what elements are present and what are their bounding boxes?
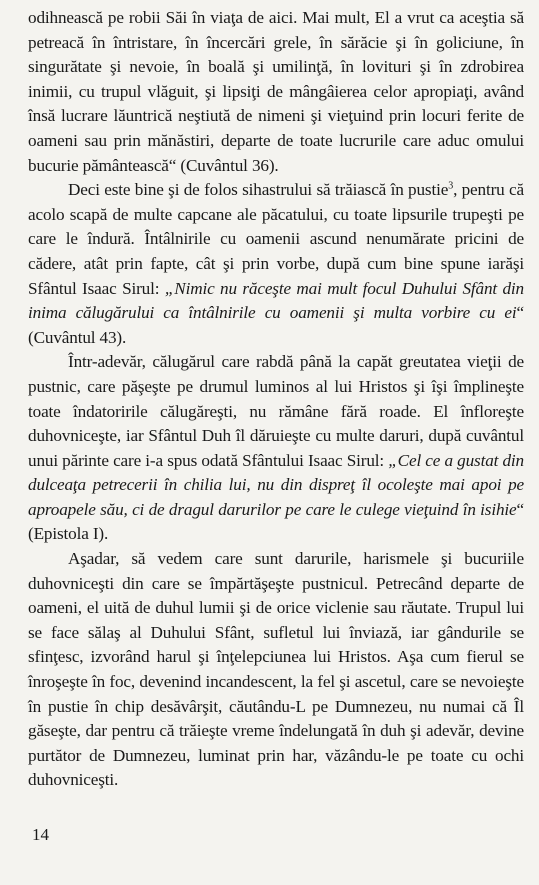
page-body (28, 6, 524, 793)
text-segment: odihnească pe robii Săi în viaţa de aici. Mai mult, El a vrut ca aceştia să petreacă în întristare, în încercări grele, în sărăcie şi în goliciune, în singurătate şi nevoie, în boală şi umilinţă, în lovituri şi în zdrobirea inimii, cu trupul vlăguit, şi lipsiţi de mângâierea celor apropiaţi, având însă lucrare lăuntrică neştiută de nimeni şi vieţuind prin locuri ferite de oameni sau prin mănăstiri, departe de toate lucrurile care aduc omului bucurie pământească“ (Cuvântul 36). (28, 8, 524, 175)
quote-italic: „Nimic nu răceşte mai mult focul Duhului Sfânt din inima călugărului ca întâlnirile cu oamenii şi multa vorbire cu ei (28, 278, 525, 323)
citation: “ (Cuvântul 43). (28, 303, 524, 347)
paragraph-1 (28, 6, 524, 178)
footnote-marker: 3 (448, 180, 454, 192)
text-segment: Aşadar, să vedem care sunt darurile, harismele şi bucuriile duhovniceşti din care se împărtăşeşte pustnicul. Petrecând departe de oameni, el uită de duhul lumii şi de orice viclenie sau răutate. Trupul lui se face sălaş al Duhului Sfânt, sufletul lui înviază, iar gândurile se sfinţesc, izvorând harul şi înţelepciunea lui Hristos. Aşa cum fierul se înroşeşte în foc, devenind incandescent, la fel şi ascetul, care se nevoieşte în pustie în chip desăvârşit, căutându-L pe Dumnezeu, nu numai că Îl găseşte, dar pentru că trăieşte vreme îndelungată în duh şi adevăr, devine purtător de Dumnezeu, luminat prin har, văzându-le pe toate cu ochi duhovniceşti. (28, 549, 524, 790)
citation: “ (Epistola I). (28, 499, 524, 544)
text-segment: , pentru că acolo scapă de multe capcane ale păcatului, cu toate lipsurile trupeşti pe care le îndură. Întâlnirile cu oamenii ascund nenumărate pricini de cădere, atât prin fapte, cât şi prin vorbe, după cum bine spune iarăşi Sfântul Isaac Sirul: (28, 180, 524, 298)
text-segment: Într-adevăr, călugărul care rabdă până la capăt greutatea vieţii de pustnic, care păşeşte pe drumul luminos al lui Hristos şi îşi împlineşte toate îndatoririle călugăreşti, nu rămâne fără roade. El înfloreşte duhovniceşte, iar Sfântul Duh îl dăruieşte cu multe daruri, după cuvântul unui părinte care i-a spus odată Sfântului Isaac Sirul: (28, 352, 524, 470)
page-number: 14 (32, 825, 49, 844)
paragraph-2 (28, 178, 524, 350)
text-segment: Deci este bine şi de folos sihastrului să trăiască în pustie (68, 180, 449, 200)
quote-italic: „Cel ce a gustat din dulceaţa petrecerii în chilia lui, nu din dispreţ îl ocoleşte mai apoi pe aproapele său, ci de dragul darurilor pe care le culege vieţuind în isihie (28, 450, 524, 519)
paragraph-3 (28, 350, 524, 547)
paragraph-4 (28, 547, 524, 793)
